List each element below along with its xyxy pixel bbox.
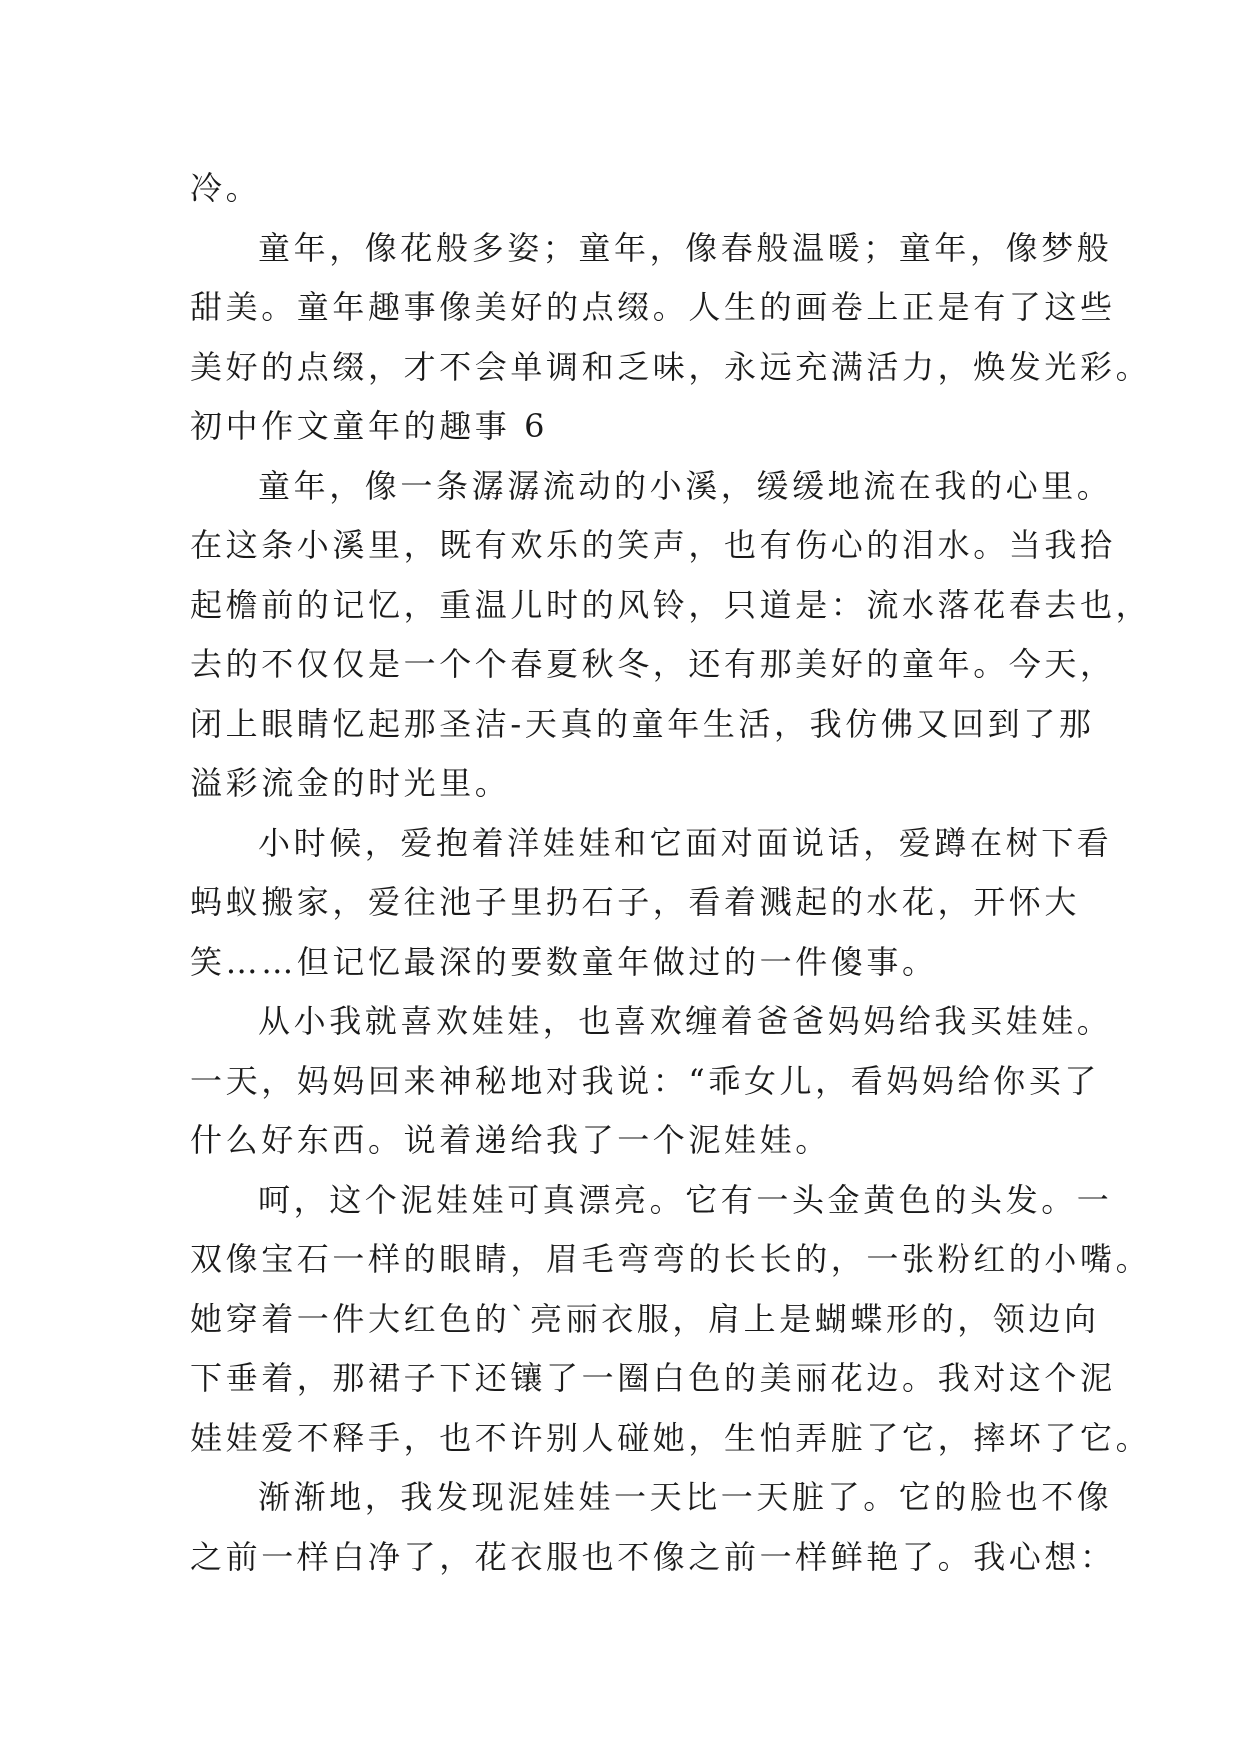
- text-line: 甜美。童年趣事像美好的点缀。人生的画卷上正是有了这些: [190, 288, 1116, 326]
- section-heading: 初中作文童年的趣事 6: [190, 407, 549, 445]
- text-line: 之前一样白净了，花衣服也不像之前一样鲜艳了。我心想：: [190, 1537, 1116, 1576]
- document-page: [190, 159, 1152, 1587]
- text-line: 渐渐地，我发现泥娃娃一天比一天脏了。它的脸也不像: [258, 1478, 1113, 1516]
- text-line: 下垂着，那裙子下还镶了一圈白色的美丽花边。我对这个泥: [190, 1359, 1116, 1397]
- text-line: 双像宝石一样的眼睛，眉毛弯弯的长长的，一张粉红的小嘴。: [190, 1240, 1152, 1278]
- text-line: 溢彩流金的时光里。: [190, 764, 511, 802]
- text-line: 美好的点缀，才不会单调和乏味，永远充满活力，焕发光彩。: [190, 347, 1152, 386]
- text-line: 从小我就喜欢娃娃，也喜欢缠着爸爸妈妈给我买娃娃。: [258, 1002, 1113, 1040]
- text-line: 笑……但记忆最深的要数童年做过的一件傻事。: [190, 942, 938, 981]
- text-line: 童年，像花般多姿；童年，像春般温暖；童年，像梦般: [258, 228, 1113, 267]
- text-line: 在这条小溪里，既有欢乐的笑声，也有伤心的泪水。当我拾: [190, 526, 1116, 564]
- text-line: 小时候，爱抱着洋娃娃和它面对面说话，爱蹲在树下看: [258, 823, 1113, 862]
- text-line: 冷。: [190, 169, 262, 207]
- text-line: 她穿着一件大红色的`亮丽衣服，肩上是蝴蝶形的，领边向: [190, 1299, 1100, 1338]
- text-line: 蚂蚁搬家，爱往池子里扔石子，看着溅起的水花，开怀大: [190, 883, 1081, 921]
- text-line: 闭上眼睛忆起那圣洁-天真的童年生活，我仿佛又回到了那: [190, 704, 1095, 743]
- text-line: 什么好东西。说着递给我了一个泥娃娃。: [190, 1121, 831, 1159]
- text-line: 呵，这个泥娃娃可真漂亮。它有一头金黄色的头发。一: [258, 1180, 1113, 1219]
- text-line: 娃娃爱不释手，也不许别人碰她，生怕弄脏了它，摔坏了它。: [190, 1418, 1152, 1457]
- text-line: 起檐前的记忆，重温儿时的风铃，只道是：流水落花春去也，: [190, 585, 1152, 624]
- text-line: 去的不仅仅是一个个春夏秋冬，还有那美好的童年。今天，: [190, 645, 1116, 683]
- text-line: 一天，妈妈回来神秘地对我说：“乖女儿，看妈妈给你买了: [190, 1061, 1100, 1100]
- text-line: 童年，像一条潺潺流动的小溪，缓缓地流在我的心里。: [258, 466, 1113, 505]
